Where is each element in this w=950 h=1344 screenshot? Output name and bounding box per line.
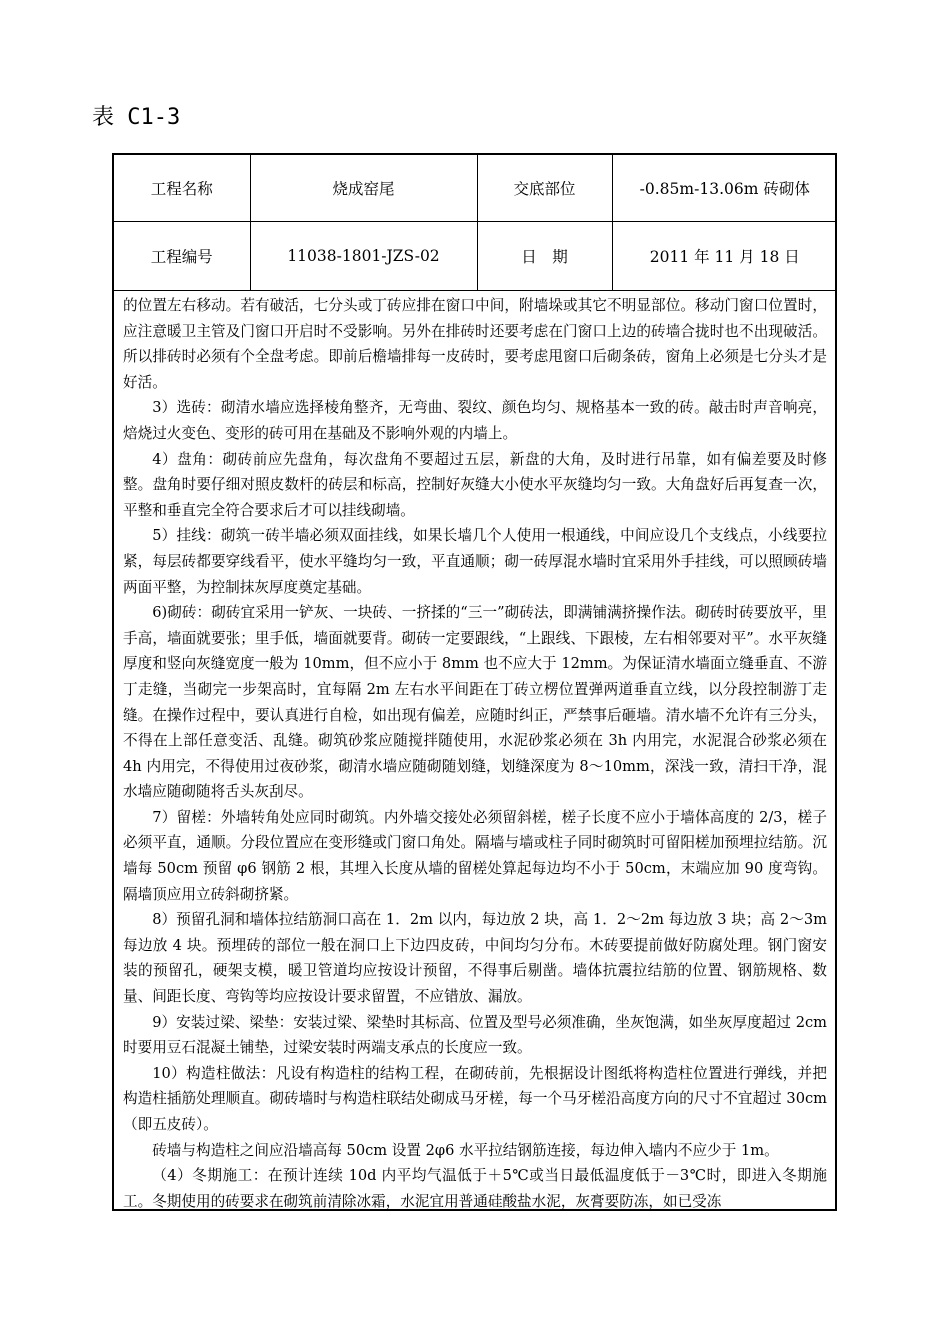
body-paragraph: 7）留槎：外墙转角处应同时砌筑。内外墙交接处必须留斜槎，槎子长度不应小于墙体高度的 2/3，槎子必须平直，通顺。分段位置应在变形缝或门窗口角处。隔墙与墙或柱子同时砌筑时可留阳槎加预埋拉结筋。沉墙每 50cm 预留 φ6 钢筋 2 根，其埋入长度从墙的留槎处算起每边均不小于 50cm，末端应加 90 度弯钩。隔墙顶应用立砖斜砌挤紧。 (123, 808, 827, 903)
header-row (114, 222, 837, 291)
date-value: 2011 年 11 月 18 日 (612, 222, 837, 291)
disclosure-part-value: -0.85m-13.06m 砖砌体 (612, 155, 837, 222)
body-paragraph: 5）挂线：砌筑一砖半墙必须双面挂线，如果长墙几个人使用一根通线，中间应设几个支线点，小线要拉紧，每层砖都要穿线看平，使水平缝均匀一致，平直通顺；砌一砖厚混水墙时宜采用外手挂线，可以照顾砖墙两面平整，为控制抹灰厚度奠定基础。 (123, 527, 827, 596)
body-paragraph: 4）盘角：砌砖前应先盘角，每次盘角不要超过五层，新盘的大角，及时进行吊靠，如有偏差要及时修整。盘角时要仔细对照皮数杆的砖层和标高，控制好灰缝大小使水平灰缝均匀一致。大角盘好后再复查一次，平整和垂直完全符合要求后才可以挂线砌墙。 (123, 450, 827, 519)
disclosure-part-label: 交底部位 (477, 155, 612, 222)
body-paragraph: 6)砌砖：砌砖宜采用一铲灰、一块砖、一挤揉的“三一”砌砖法，即满铺满挤操作法。砌砖时砖要放平，里手高，墙面就要张；里手低，墙面就要背。砌砖一定要跟线，“上跟线、下跟棱，左右相邻要对平”。水平灰缝厚度和竖向灰缝宽度一般为 10mm，但不应小于 8mm 也不应大于 12mm。为保证清水墙面立缝垂直、不游丁走缝，当砌完一步架高时，宜每隔 2m 左右水平间距在丁砖立楞位置弹两道垂直立线，以分段控制游丁走缝。在操作过程中，要认真进行自检，如出现有偏差，应随时纠正，严禁事后砸墙。清水墙不允许有三分头，不得在上部任意变活、乱缝。砌筑砂浆应随搅拌随使用，水泥砂浆必须在 3h 内用完，水泥混合砂浆必须在 4h 内用完，不得使用过夜砂浆，砌清水墙应随砌随划缝，划缝深度为 8～10mm，深浅一致，清扫干净，混水墙应随砌随将舌头灰刮尽。 (123, 604, 827, 801)
form-code: 表 C1-3 (92, 105, 181, 130)
header-table (114, 155, 837, 291)
project-number-value: 11038-1801-JZS-02 (250, 222, 477, 291)
body-paragraph: 10）构造柱做法：凡设有构造柱的结构工程，在砌砖前，先根据设计图纸将构造柱位置进行弹线，并把构造柱插筋处理顺直。砌砖墙时与构造柱联结处砌成马牙槎，每一个马牙槎沿高度方向的尺寸不宜超过 30cm（即五皮砖）。 (123, 1064, 827, 1133)
date-label: 日 期 (477, 222, 612, 291)
body-paragraph: 砖墙与构造柱之间应沿墙高每 50cm 设置 2φ6 水平拉结钢筋连接，每边伸入墙内不应少于 1m。 (152, 1141, 779, 1159)
project-name-value: 烧成窑尾 (250, 155, 477, 222)
body-paragraph: 3）选砖：砌清水墙应选择棱角整齐，无弯曲、裂纹、颜色均匀、规格基本一致的砖。敲击时声音响亮，焙烧过火变色、变形的砖可用在基础及不影响外观的内墙上。 (123, 399, 827, 442)
body-paragraph: 的位置左右移动。若有破活，七分头或丁砖应排在窗口中间，附墙垛或其它不明显部位。移动门窗口位置时，应注意暖卫主管及门窗口开启时不受影响。另外在排砖时还要考虑在门窗口上边的砖墙合拢时也不出现破活。所以排砖时必须有个全盘考虑。即前后檐墙排每一皮砖时，要考虑甩窗口后砌条砖，窗角上必须是七分头才是好活。 (123, 297, 827, 391)
header-row (114, 155, 837, 222)
disclosure-sheet (112, 153, 837, 1211)
project-number-label: 工程编号 (114, 222, 250, 291)
body-paragraph: （4）冬期施工：在预计连续 10d 内平均气温低于＋5℃或当日最低温度低于－3℃时，即进入冬期施工。冬期使用的砖要求在砌筑前清除冰霜，水泥宜用普通硅酸盐水泥，灰膏要防冻，如已受冻 (123, 1167, 827, 1210)
body-paragraph: 8）预留孔洞和墙体拉结筋洞口高在 1．2m 以内，每边放 2 块，高 1．2～2m 每边放 3 块；高 2～3m 每边放 4 块。预埋砖的部位一般在洞口上下边四皮砖，中间均匀分布。木砖要提前做好防腐处理。钢门窗安装的预留孔，硬架支模，暖卫管道均应按设计预留，不得事后剔凿。墙体抗震拉结筋的位置、钢筋规格、数量、间距长度、弯钩等均应按设计要求留置，不应错放、漏放。 (123, 911, 827, 1006)
body-paragraph: 9）安装过梁、梁垫：安装过梁、梁垫时其标高、位置及型号必须准确，坐灰饱满，如坐灰厚度超过 2cm 时要用豆石混凝土铺垫，过梁安装时两端支承点的长度应一致。 (123, 1013, 827, 1057)
project-name-label: 工程名称 (114, 155, 250, 222)
disclosure-body (114, 291, 835, 1214)
